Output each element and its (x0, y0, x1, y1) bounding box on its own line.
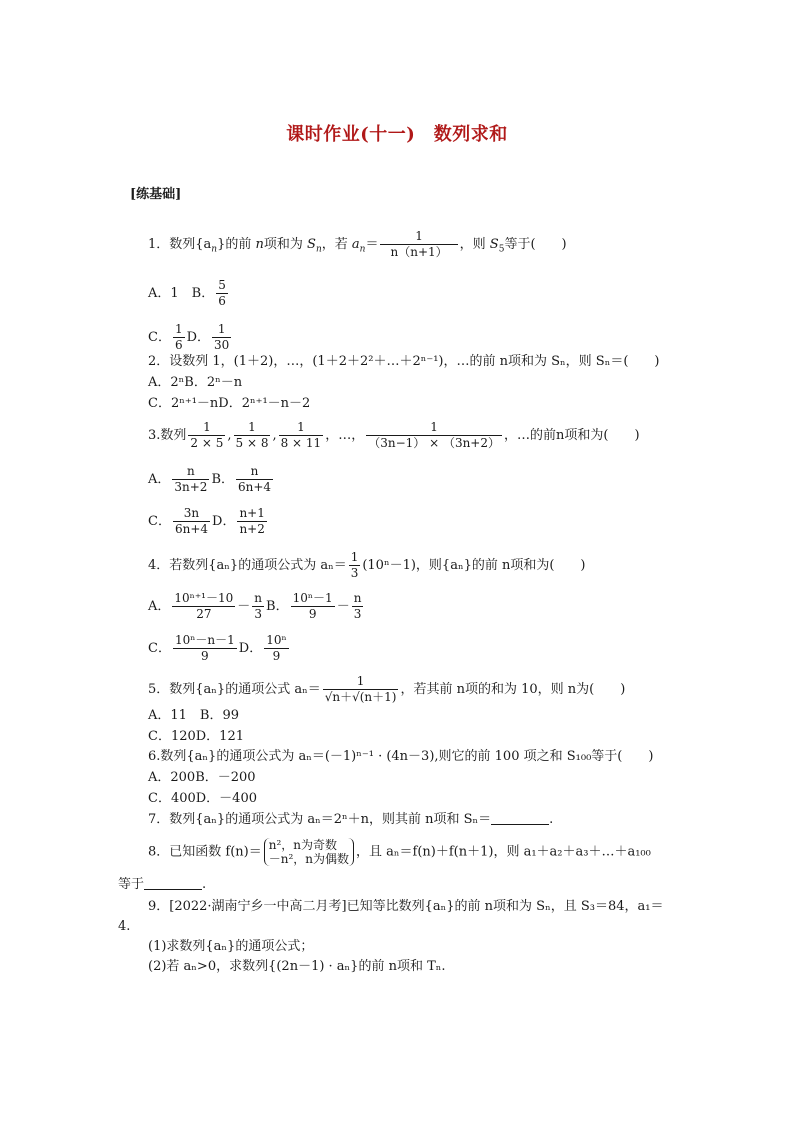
question-9-part1: (1)求数列{aₙ}的通项公式； (148, 939, 314, 954)
question-6-stem: 6.数列{aₙ}的通项公式为 aₙ＝(－1)ⁿ⁻¹ · (4n－3),则它的前 100 项之和 S₁₀₀等于( ) (148, 749, 654, 764)
question-3-options-cd: C． $\frac{3n}{6n+4}$ D． $\frac{n+1}{n+2}$ (148, 506, 265, 536)
question-2-stem: 2．设数列 1，(1＋2)，…，(1＋2＋2²＋…＋2ⁿ⁻¹)，…的前 n项和为 Sₙ，则 Sₙ＝( ) (148, 354, 660, 369)
question-8-stem: 8．已知函数 f(n)＝ n²，n为奇数 －n²，n为偶数 ，且 aₙ＝f(n)＋f(n＋1)，则 a₁＋a₂＋a₃＋…＋a₁₀₀ (148, 838, 651, 866)
question-2-options-ab: A．2ⁿB．2ⁿ－n (148, 375, 243, 390)
page-title: 课时作业(十一) 数列求和 (286, 124, 508, 145)
question-1-options-ab: A．1 B． $\frac{5}{6}$ (148, 278, 226, 308)
question-5-stem: 5．数列{aₙ}的通项公式 aₙ＝ $\frac{1}{√n+√(n+1)}$ ，若其前 n项的和为 10，则 n为( ) (148, 674, 626, 704)
question-6-options-ab: A．200B．－200 (148, 770, 256, 785)
question-4-options-cd: C． $\frac{\text{10ⁿ－n－1}}{9}$ D． $\frac{\text{10ⁿ}}{9}$ (148, 633, 287, 663)
question-3-stem: 3.数列 $\frac{1}{2 \times 5}$ , $\frac{1}{5 \times 8}$ , $\frac{1}{8 \times 11}$ ，…， $\frac{1}{(3n-1) \times (3n+2)}$ ，…的前n项和为( ) (148, 420, 640, 450)
question-9-stem: 9．[2022·湖南宁乡一中高二月考]已知等比数列{aₙ}的前 n项和为 Sₙ，且 S₃＝84，a₁＝ (148, 899, 664, 914)
question-3-options-ab: A． $\frac{n}{3n+2}$ B． $\frac{n}{6n+4}$ (148, 464, 272, 494)
section-heading: [练基础] (130, 187, 182, 202)
question-1-fraction: $\frac{1}{n(n+1)}$ (380, 229, 457, 260)
question-2-options-cd: C．2ⁿ⁺¹－nD．2ⁿ⁺¹－n－2 (148, 396, 311, 411)
piecewise-definition: n²，n为奇数 －n²，n为偶数 (264, 838, 354, 866)
question-1-stem: 1．数列$\{a_n\}$的前 n项和为 $S_n$，若 $a_n=$ $\frac{1}{n(n+1)}$ ，则 $S_5$等于( ) (148, 229, 567, 259)
question-4-stem: 4．若数列{aₙ}的通项公式为 aₙ＝ $\frac{1}{3}$ (10ⁿ－1)，则{aₙ}的前 n项和为( ) (148, 550, 586, 580)
question-1-options-cd: C． $\frac{1}{6}$ D． $\frac{1}{30}$ (148, 322, 230, 352)
answer-blank[interactable] (491, 824, 549, 825)
question-4-options-ab: A． $\frac{\text{10ⁿ⁺¹－10}}{27}$ － $\frac{n}{3}$ B． $\frac{\text{10ⁿ－1}}{9}$ － $\frac{n}{3}$ (148, 591, 362, 621)
question-6-options-cd: C．400D．－400 (148, 791, 257, 806)
question-7-stem: 7．数列{aₙ}的通项公式为 aₙ＝2ⁿ＋n，则其前 n项和 Sₙ＝ . (148, 812, 554, 827)
question-9-part2: (2)若 aₙ>0，求数列{(2n－1) · aₙ}的前 n项和 Tₙ. (148, 959, 446, 974)
question-5-options-cd: C．120D．121 (148, 729, 244, 744)
question-8-line2: 等于 . (118, 877, 207, 892)
question-5-options-ab: A．11 B．99 (148, 708, 240, 723)
answer-blank[interactable] (144, 889, 202, 890)
question-9-line2: 4. (118, 919, 131, 934)
